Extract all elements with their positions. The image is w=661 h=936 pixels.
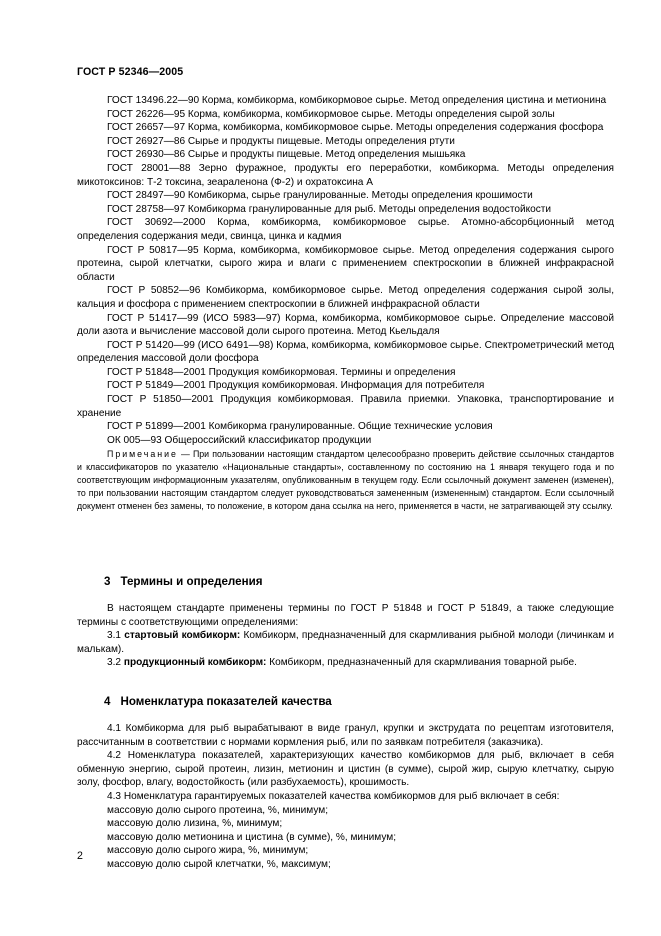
reference-item: ГОСТ 13496.22—90 Корма, комбикорма, комбикормовое сырье. Метод определения цистина и метионина: [107, 95, 607, 106]
section-4: [77, 695, 614, 872]
reference-item: ГОСТ Р 51417—99 (ИСО 5983—97) Корма, комбикорма, комбикормовое сырье. Определение массовой доли азота и вычисление массовой доли сырого протеина. Метод Кьельдаля: [77, 312, 614, 338]
reference-item: ГОСТ Р 50817—95 Корма, комбикорма, комбикормовое сырье. Метод определения содержания сырого протеина, сырой клетчатки, сырого жира и влаги с применением спектроскопии в ближней инфракрасной области: [77, 244, 614, 283]
reference-item: ГОСТ Р 51848—2001 Продукция комбикормовая. Термины и определения: [107, 366, 456, 378]
section-4-number: 4: [104, 695, 111, 708]
term-name: продукционный комбикорм:: [123, 657, 267, 669]
reference-item: ГОСТ 26930—86 Сырье и продукты пищевые. Метод определения мышьяка: [107, 149, 466, 161]
section-3-heading: [77, 575, 614, 588]
term-definition: [77, 656, 614, 670]
term-def: Комбикорм, предназначенный для скармливания рыбной молоди (личинкам и малькам).: [77, 630, 614, 655]
reference-item: ГОСТ 26927—86 Сырье и продукты пищевые. Методы определения ртути: [107, 135, 455, 147]
section-4-paragraph: 4.3 Номенклатура гарантируемых показателей качества комбикормов для рыб включает в себя:: [107, 790, 560, 802]
term-definition: [77, 629, 614, 656]
section-3-title: Термины и определения: [120, 575, 263, 588]
reference-item: ГОСТ Р 51899—2001 Комбикорма гранулированные. Общие технические условия: [107, 421, 493, 433]
section-4-title: Номенклатура показателей качества: [120, 695, 332, 708]
reference-item: ГОСТ Р 51849—2001 Продукция комбикормовая. Информация для потребителя: [107, 380, 485, 392]
reference-item: ГОСТ 30692—2000 Корма, комбикорма, комбикормовое сырье. Атомно-абсорбционный метод определения содержания меди, свинца, цинка и кадмия: [77, 217, 614, 242]
reference-item: ГОСТ 28001—88 Зерно фуражное, продукты его переработки, комбикорма. Методы определения микотоксинов: Т-2 токсина, зеараленона (Ф-2) и охратоксина А: [77, 162, 614, 188]
section-4-paragraph: 4.2 Номенклатура показателей, характеризующих качество комбикормов для рыб, включает в себя обменную энергию, сырой протеин, лизин, метионин и цистин (в сумме), сырой жир, сырую клетчатку, сырую золу, фосфор, влагу, водостойкость (или разбухаемость), крошимость.: [77, 750, 614, 789]
list-item: массовую долю метионина и цистина (в сумме), %, минимум;: [107, 831, 397, 843]
section-4-heading: [77, 695, 614, 708]
reference-item: ГОСТ 28758—97 Комбикорма гранулированные для рыб. Методы определения водостойкости: [107, 203, 552, 215]
note-paragraph: [77, 448, 614, 513]
page-number: 2: [77, 850, 83, 862]
term-def: Комбикорм, предназначенный для скармливания товарной рыбе.: [266, 657, 577, 669]
list-item: массовую долю сырого жира, %, минимум;: [107, 845, 309, 857]
list-item: массовую долю сырой клетчатки, %, максимум;: [107, 858, 331, 870]
list-item: массовую долю сырого протеина, %, минимум;: [107, 804, 329, 816]
reference-item: ГОСТ Р 51420—99 (ИСО 6491—98) Корма, комбикорма, комбикормовое сырье. Спектрометрический метод определения массовой доли фосфора: [77, 339, 614, 365]
term-number: 3.1: [107, 630, 122, 642]
section-4-paragraph: 4.1 Комбикорма для рыб вырабатывают в виде гранул, крупки и экструдата по рецептам изготовителя, рассчитанным в соответствии с нормами кормления рыб, или по заявкам потребителя (заказчика).: [77, 723, 614, 748]
section-3: [77, 575, 614, 670]
section-3-intro: В настоящем стандарте применены термины по ГОСТ Р 51848 и ГОСТ Р 51849, а также следующие термины с соответствующими определениями:: [77, 603, 614, 628]
reference-item: ГОСТ Р 50852—96 Комбикорма, комбикормовое сырье. Метод определения содержания сырой золы, кальция и фосфора с применением спектроскопии в ближней инфракрасной области: [77, 285, 614, 310]
note-label: Примечание: [107, 449, 178, 460]
term-name: стартовый комбикорм:: [124, 630, 241, 642]
reference-item: ГОСТ 26657—97 Корма, комбикорма, комбикормовое сырье. Методы определения содержания фосфора: [107, 122, 604, 134]
list-item: массовую долю лизина, %, минимум;: [107, 818, 283, 830]
document-header: ГОСТ Р 52346—2005: [77, 66, 184, 78]
reference-item: ГОСТ 26226—95 Корма, комбикорма, комбикормовое сырье. Методы определения сырой золы: [107, 108, 555, 120]
reference-item: ГОСТ 28497—90 Комбикорма, сырье гранулированные. Методы определения крошимости: [107, 190, 533, 202]
reference-item: ОК 005—93 Общероссийский классификатор продукции: [107, 434, 372, 446]
reference-item: ГОСТ Р 51850—2001 Продукция комбикормовая. Правила приемки. Упаковка, транспортирование и хранение: [77, 394, 614, 419]
note-text: — При пользовании настоящим стандартом целесообразно проверить действие ссылочных стандартов и классификаторов по указателю «Национальные стандарты», составленному по состоянию на 1 января текущего года и по соответствующим информационным указателям, опубликованным в текущем году. Если ссылочный документ заменен (изменен), то при пользовании настоящим стандартом следует руководствоваться замененным (измененным) стандартом. Если ссылочный документ отменен без замены, то положение, в котором дана ссылка на него, применяется в части, не затрагивающей эту ссылку.: [77, 449, 614, 512]
term-number: 3.2: [107, 657, 122, 669]
normative-references: [77, 94, 614, 513]
section-3-number: 3: [104, 575, 111, 588]
